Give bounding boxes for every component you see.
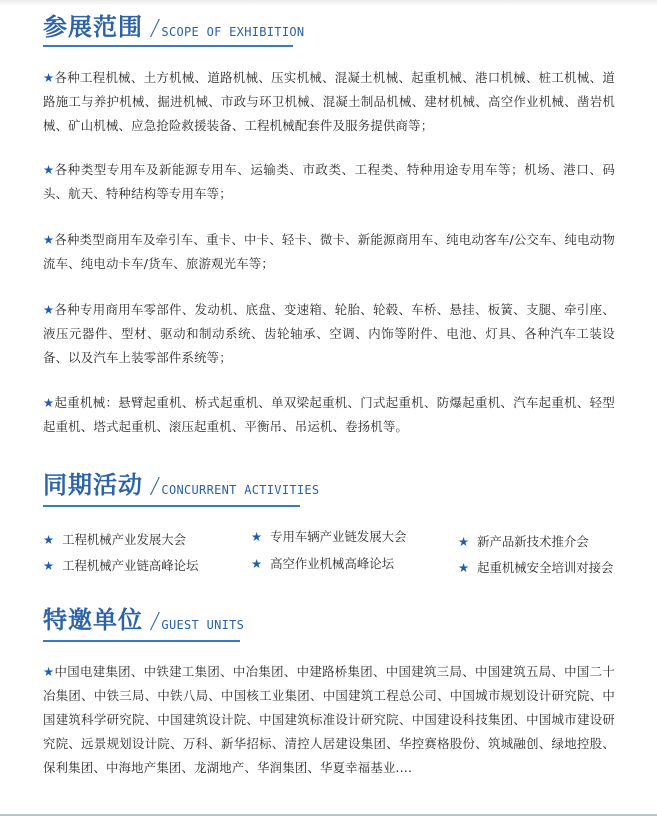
star-icon: ★: [43, 664, 55, 679]
scope-item: [43, 66, 615, 138]
activity-text: 起重机械安全培训对接会: [477, 560, 614, 575]
activity-text: 高空作业机械高峰论坛: [270, 556, 395, 571]
section-title-en: GUEST UNITS: [161, 618, 245, 632]
star-icon: ★: [251, 556, 263, 571]
activity-item: [458, 532, 589, 550]
star-icon: ★: [43, 395, 55, 410]
activity-text: 专用车辆产业链发展大会: [270, 529, 407, 544]
star-icon: ★: [43, 532, 55, 547]
section-title-en: SCOPE OF EXHIBITION: [161, 25, 305, 39]
activity-item: [251, 527, 406, 545]
guest-units-text: [43, 660, 615, 780]
activity-item: [43, 530, 186, 548]
scope-item: [43, 228, 615, 276]
scope-item: [43, 298, 615, 370]
slash-divider: /: [148, 474, 161, 499]
section-title-en: CONCURRENT ACTIVITIES: [161, 483, 320, 497]
top-shadow: [0, 0, 657, 6]
scope-item-text: 各种工程机械、土方机械、道路机械、压实机械、混凝土机械、起重机械、港口机械、桩工机械、道路施工与养护机械、掘进机械、市政与环卫机械、混凝土制品机械、建材机械、高空作业机械、凿岩机械、矿山机械、应急抢险救援装备、工程机械配套件及服务提供商等；: [43, 70, 615, 133]
guest-units-list: 中国电建集团、中铁建工集团、中冶集团、中建路桥集团、中国建筑三局、中国建筑五局、中国二十冶集团、中铁三局、中铁八局、中国核工业集团、中国建筑工程总公司、中国城市规划设计研究院、中国建筑科学研究院、中国建筑设计院、中国建筑标准设计研究院、中国建设科技集团、中国城市建设研究院、远景规划设计院、万科、新华招标、清控人居建设集团、华控赛格股份、筑城融创、绿地控股、保利集团、中海地产集团、龙湖地产、华润集团、华夏幸福基业....: [43, 664, 615, 775]
star-icon: ★: [43, 558, 55, 573]
section-underline: [43, 640, 240, 642]
activity-item: [43, 556, 198, 574]
section-header-activities: [43, 470, 319, 500]
section-title-cn: 特邀单位: [43, 606, 143, 634]
section-title-cn: 参展范围: [43, 13, 143, 41]
star-icon: ★: [43, 162, 55, 177]
scope-item: [43, 158, 615, 206]
star-icon: ★: [43, 70, 55, 85]
section-header-scope: [43, 12, 304, 42]
activity-item: [458, 558, 613, 576]
section-title-cn: 同期活动: [43, 471, 143, 499]
section-underline: [43, 45, 293, 47]
activity-text: 工程机械产业发展大会: [62, 532, 187, 547]
section-underline: [43, 505, 300, 507]
star-icon: ★: [43, 302, 55, 317]
scope-item-text: 各种类型专用车及新能源专用车、运输类、市政类、工程类、特种用途专用车等；机场、港口、码头、航天、特种结构等专用车等；: [43, 162, 615, 201]
slash-divider: /: [148, 609, 161, 634]
activity-text: 工程机械产业链高峰论坛: [62, 558, 199, 573]
scope-item-text: 各种类型商用车及牵引车、重卡、中卡、轻卡、微卡、新能源商用车、纯电动客车/公交车、纯电动物流车、纯电动卡车/货车、旅游观光车等；: [43, 232, 615, 271]
activity-text: 新产品新技术推介会: [477, 534, 589, 549]
section-header-guests: [43, 605, 244, 635]
scope-item: [43, 391, 615, 439]
scope-item-text: 起重机械：悬臂起重机、桥式起重机、单双梁起重机、门式起重机、防爆起重机、汽车起重机、轻型起重机、塔式起重机、滚压起重机、平衡吊、吊运机、卷扬机等。: [43, 395, 615, 434]
star-icon: ★: [43, 232, 55, 247]
star-icon: ★: [251, 529, 263, 544]
star-icon: ★: [458, 534, 470, 549]
scope-item-text: 各种专用商用车零部件、发动机、底盘、变速箱、轮胎、轮毂、车桥、悬挂、板簧、支腿、牵引座、液压元器件、型材、驱动和制动系统、齿轮轴承、空调、内饰等附件、电池、灯具、各种汽车工装设备、以及汽车上装零部件系统等；: [43, 302, 615, 365]
activity-item: [251, 554, 394, 572]
slash-divider: /: [148, 16, 161, 41]
star-icon: ★: [458, 560, 470, 575]
